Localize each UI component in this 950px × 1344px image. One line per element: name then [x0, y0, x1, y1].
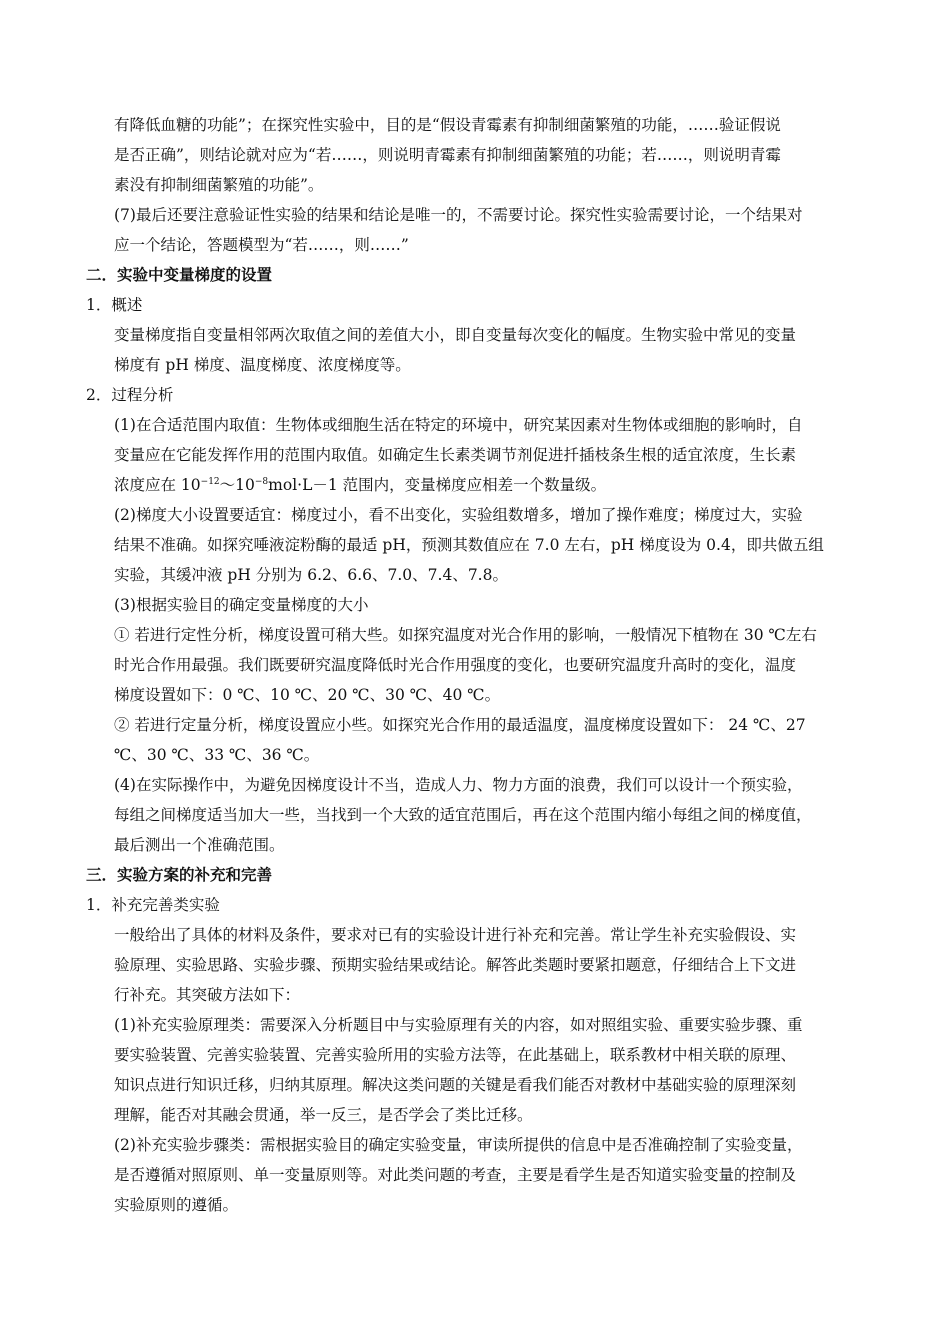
heading-text: 1．补充完善类实验 [86, 896, 220, 914]
text-line: (1)补充实验原理类：需要深入分析题目中与实验原理有关的内容，如对照组实验、重要实验步骤、重 [114, 1016, 803, 1034]
subheading-process-analysis [86, 380, 876, 410]
text-line: 实验原则的遵循。 [114, 1196, 239, 1214]
text-line: (1)在合适范围内取值：生物体或细胞生活在特定的环境中，研究某因素对生物体或细胞的影响时，自 [114, 416, 803, 434]
text-line: 变量梯度指自变量相邻两次取值之间的差值大小，即自变量每次变化的幅度。生物实验中常见的变量 [114, 326, 797, 344]
paragraph-point-3b [86, 710, 876, 770]
superscript-exponent: −12 [200, 477, 220, 487]
subheading-supplement-experiments [86, 890, 876, 920]
paragraph-point-4 [86, 770, 876, 860]
superscript-exponent: −8 [254, 477, 269, 487]
heading-text: 三．实验方案的补充和完善 [86, 865, 273, 884]
text-line: (3)根据实验目的确定变量梯度的大小 [114, 596, 369, 614]
heading-text: 1．概述 [86, 296, 143, 314]
text-line: 是否遵循对照原则、单一变量原则等。对此类问题的考查，主要是看学生是否知道实验变量的控制及 [114, 1166, 797, 1184]
paragraph-point-2 [86, 500, 876, 590]
section-heading-3 [86, 860, 876, 890]
subheading-overview [86, 290, 876, 320]
heading-text: 二．实验中变量梯度的设置 [86, 265, 273, 284]
paragraph-point-3a [86, 620, 876, 710]
text-line: 梯度有 pH 梯度、温度梯度、浓度梯度等。 [114, 356, 411, 374]
text-line: 应一个结论，答题模型为“若……，则……” [114, 236, 409, 254]
text-line: 素没有抑制细菌繁殖的功能”。 [114, 176, 324, 194]
text-line: (2)补充实验步骤类：需根据实验目的确定实验变量，审读所提供的信息中是否准确控制了实验变量， [114, 1136, 803, 1154]
text-line: 梯度设置如下：0 ℃、10 ℃、20 ℃、30 ℃、40 ℃。 [114, 686, 501, 704]
text-line: 实验，其缓冲液 pH 分别为 6.2、6.6、7.0、7.4、7.8。 [114, 566, 508, 584]
text-line: ② 若进行定量分析，梯度设置应小些。如探究光合作用的最适温度，温度梯度设置如下： 24 ℃、27 [114, 716, 806, 734]
text-fragment: ～10 [219, 476, 255, 494]
text-line: 变量应在它能发挥作用的范围内取值。如确定生长素类调节剂促进扦插枝条生根的适宜浓度，生长素 [114, 446, 797, 464]
text-line: 一般给出了具体的材料及条件，要求对已有的实验设计进行补充和完善。常让学生补充实验假设、实 [114, 926, 797, 944]
text-line: 时光合作用最强。我们既要研究温度降低时光合作用强度的变化，也要研究温度升高时的变化，温度 [114, 656, 797, 674]
text-line: 理解，能否对其融会贯通，举一反三，是否学会了类比迁移。 [114, 1106, 533, 1124]
text-fragment: 浓度应在 10 [114, 476, 201, 494]
heading-text: 2．过程分析 [86, 386, 174, 404]
paragraph-overview [86, 320, 876, 380]
paragraph-intro-continuation [86, 110, 876, 200]
paragraph-general [86, 920, 876, 1010]
paragraph-supplement-steps [86, 1130, 876, 1220]
text-line: 验原理、实验思路、实验步骤、预期实验结果或结论。解答此类题时要紧扣题意，仔细结合上下文进 [114, 956, 797, 974]
text-line: 每组之间梯度适当加大一些，当找到一个大致的适宜范围后，再在这个范围内缩小每组之间的梯度值， [114, 806, 812, 824]
text-line: 知识点进行知识迁移，归纳其原理。解决这类问题的关键是看我们能否对教材中基础实验的原理深刻 [114, 1076, 797, 1094]
text-line: 要实验装置、完善实验装置、完善实验所用的实验方法等，在此基础上，联系教材中相关联的原理、 [114, 1046, 797, 1064]
text-line-with-superscripts [86, 470, 876, 500]
text-line: (2)梯度大小设置要适宜：梯度过小，看不出变化，实验组数增多，增加了操作难度；梯度过大，实验 [114, 506, 803, 524]
paragraph-point-7 [86, 200, 876, 260]
text-line: 结果不准确。如探究唾液淀粉酶的最适 pH，预测其数值应在 7.0 左右，pH 梯度设为 0.4，即共做五组 [114, 536, 824, 554]
paragraph-supplement-principle [86, 1010, 876, 1130]
section-heading-2 [86, 260, 876, 290]
text-line: ① 若进行定性分析，梯度设置可稍大些。如探究温度对光合作用的影响，一般情况下植物在 30 ℃左右 [114, 626, 817, 644]
text-line: ℃、30 ℃、33 ℃、36 ℃。 [114, 746, 320, 764]
text-line: 最后测出一个准确范围。 [114, 836, 285, 854]
paragraph-point-1 [86, 410, 876, 500]
text-line: 有降低血糖的功能”；在探究性实验中，目的是“假设青霉素有抑制细菌繁殖的功能，……验证假说 [114, 116, 781, 134]
paragraph-point-3 [86, 590, 876, 620]
text-fragment: mol·L－1 范围内，变量梯度应相差一个数量级。 [268, 476, 607, 494]
text-line: 是否正确”，则结论就对应为“若……，则说明青霉素有抑制细菌繁殖的功能；若……，则说明青霉 [114, 146, 781, 164]
text-line: (7)最后还要注意验证性实验的结果和结论是唯一的，不需要讨论。探究性实验需要讨论，一个结果对 [114, 206, 803, 224]
text-line: (4)在实际操作中，为避免因梯度设计不当，造成人力、物力方面的浪费，我们可以设计一个预实验， [114, 776, 803, 794]
text-line: 行补充。其突破方法如下： [114, 986, 301, 1004]
